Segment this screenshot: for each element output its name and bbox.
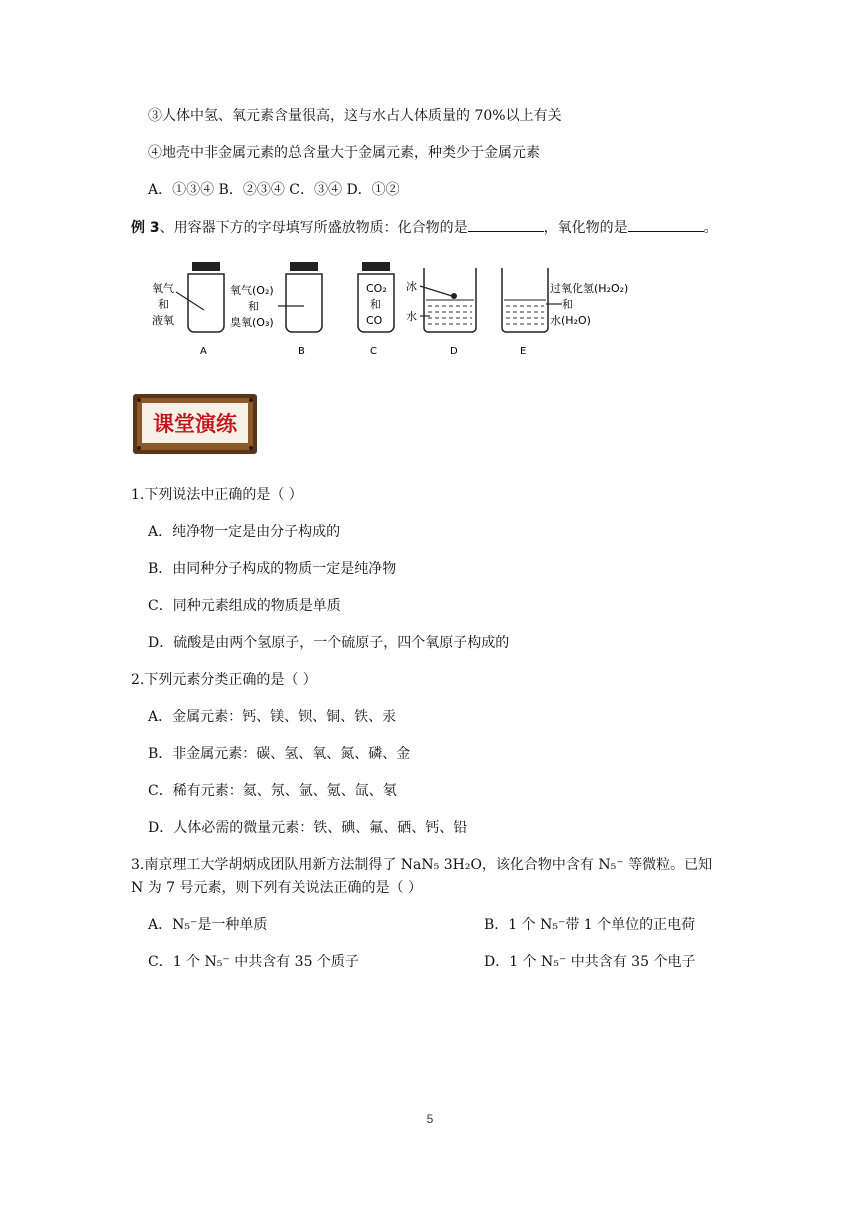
q3-option-a[interactable]: A．N₅⁻是一种单质	[148, 917, 268, 933]
q1-option-d[interactable]: D．硫酸是由两个氢原子，一个硫原子，四个氧原子构成的	[148, 635, 510, 651]
q1-option-b[interactable]: B．由同种分子构成的物质一定是纯净物	[148, 561, 397, 577]
container-e-label-1: 过氧化氢(H₂O₂)	[550, 282, 629, 295]
q2-stem: 2.下列元素分类正确的是（ ）	[131, 672, 317, 688]
intro-item-4: ④地壳中非金属元素的总含量大于金属元素，种类少于金属元素	[148, 145, 540, 161]
section-badge-text: 课堂演练	[153, 412, 237, 436]
intro-item-3: ③人体中氢、氧元素含量很高，这与水占人体质量的 70%以上有关	[148, 108, 562, 124]
container-b-label-2: 和	[248, 300, 259, 313]
example-text-b: ，氧化物的是	[543, 220, 628, 236]
section-badge	[131, 392, 259, 458]
q1-stem: 1.下列说法中正确的是（ ）	[131, 487, 303, 503]
container-a-label-3: 液氧	[152, 314, 174, 327]
example-3-question	[131, 217, 718, 238]
compound-answer-blank[interactable]	[468, 217, 544, 232]
container-e-label-2: 和	[562, 298, 573, 311]
container-b-letter: B	[298, 346, 305, 357]
container-b	[230, 262, 322, 357]
oxide-answer-blank[interactable]	[628, 217, 704, 232]
container-c	[358, 262, 394, 357]
containers-figure	[148, 258, 648, 358]
q3-option-c[interactable]: C．1 个 N₅⁻ 中共含有 35 个质子	[148, 954, 359, 970]
container-a	[152, 262, 224, 357]
container-d-label-2: 水	[406, 310, 417, 323]
q1-option-c[interactable]: C．同种元素组成的物质是单质	[148, 598, 341, 614]
container-c-label-1: CO₂	[366, 282, 387, 295]
q1-option-a[interactable]: A．纯净物一定是由分子构成的	[148, 524, 341, 540]
q2-option-c[interactable]: C．稀有元素：氦、氖、氩、氪、氙、氡	[148, 783, 397, 799]
q3-option-b[interactable]: B．1 个 N₅⁻带 1 个单位的正电荷	[484, 917, 696, 933]
q2-option-b[interactable]: B．非金属元素：碳、氢、氧、氮、磷、金	[148, 746, 411, 762]
container-c-label-3: CO	[366, 314, 383, 327]
example-text-a: 、用容器下方的字母填写所盛放物质：化合物的是	[159, 220, 468, 236]
container-e-letter: E	[520, 346, 527, 357]
container-b-label-1: 氧气(O₂)	[230, 284, 274, 297]
container-d	[406, 268, 476, 357]
container-e	[502, 268, 628, 357]
container-d-letter: D	[450, 346, 458, 357]
container-d-label-1: 冰	[406, 280, 417, 293]
container-e-label-3: 水(H₂O)	[550, 314, 591, 327]
example-label: 例 3	[131, 220, 160, 236]
container-c-label-2: 和	[370, 298, 381, 311]
container-a-letter: A	[200, 346, 207, 357]
q3-stem-line-1: 3.南京理工大学胡炳成团队用新方法制得了 NaN₅ 3H₂O，该化合物中含有 N₅⁻ 等微粒。已知	[131, 857, 713, 873]
container-a-label-1: 氧气	[152, 282, 174, 295]
q2-option-d[interactable]: D．人体必需的微量元素：铁、碘、氟、硒、钙、铅	[148, 820, 468, 836]
q2-option-a[interactable]: A．金属元素：钙、镁、钡、铜、铁、汞	[148, 709, 397, 725]
container-c-letter: C	[370, 346, 377, 357]
q3-option-d[interactable]: D．1 个 N₅⁻ 中共含有 35 个电子	[484, 954, 696, 970]
intro-answer-options: A．①③④ B．②③④ C．③④ D．①②	[148, 182, 400, 198]
page-number: 5	[426, 1112, 434, 1126]
container-b-label-3: 臭氧(O₃)	[230, 316, 274, 329]
example-text-c: 。	[703, 220, 718, 236]
q3-stem-line-2: N 为 7 号元素，则下列有关说法正确的是（ ）	[131, 880, 422, 896]
container-a-label-2: 和	[158, 298, 169, 311]
